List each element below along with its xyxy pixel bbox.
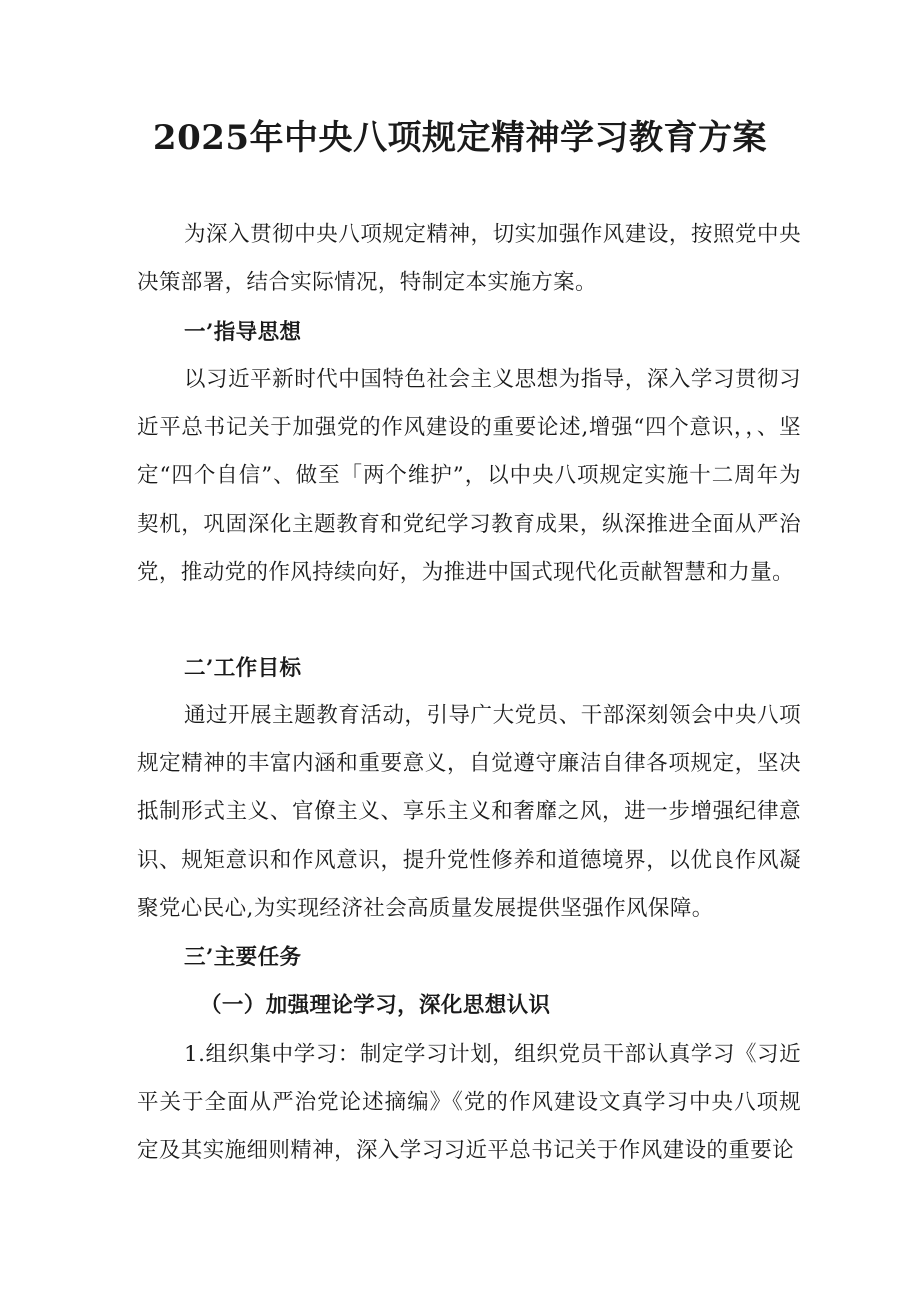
intro-paragraph: 为深入贯彻中央八项规定精神，切实加强作风建设，按照党中央决策部署，结合实际情况，特制定本实施方案。 [137,222,801,296]
section-heading-guiding-thought: 一’指导思想 [184,320,302,345]
section-body-guiding-thought: 以习近平新时代中国特色社会主义思想为指导，深入学习贯彻习近平总书记关于加强党的作风建设的重要论述,增强“四个意识，，、坚定“四个自信”、做至「两个维护”，以中央八项规定实施十二周年为契机，巩固深化主题教育和党纪学习教育成果，纵深推进全面从严治党，推动党的作风持续向好，为推进中国式现代化贡献智慧和力量。 [137,367,801,585]
task-item-1: 1.组织集中学习：制定学习计划，组织党员干部认真学习《习近平关于全面从严治党论述摘编》《党的作风建设文真学习中央八项规定及其实施细则精神，深入学习习近平总书记关于作风建设的重要论 [137,1042,801,1164]
section-heading-main-tasks: 三’主要任务 [184,945,302,970]
subsection-heading-theory-study: （一）加强理论学习，深化思想认识 [200,993,551,1018]
section-heading-work-goals: 二’工作目标 [184,656,302,681]
document-title: 2025年中央八项规定精神学习教育方案 [152,118,768,158]
section-body-work-goals: 通过开展主题教育活动，引导广大党员、干部深刻领会中央八项规定精神的丰富内涵和重要意义，自觉遵守廉洁自律各项规定，坚决抵制形式主义、官僚主义、享乐主义和奢靡之风，进一步增强纪律意识、规矩意识和作风意识，提升党性修养和道德境界，以优良作风凝聚党心民心,为实现经济社会高质量发展提供坚强作风保障。 [137,703,801,921]
